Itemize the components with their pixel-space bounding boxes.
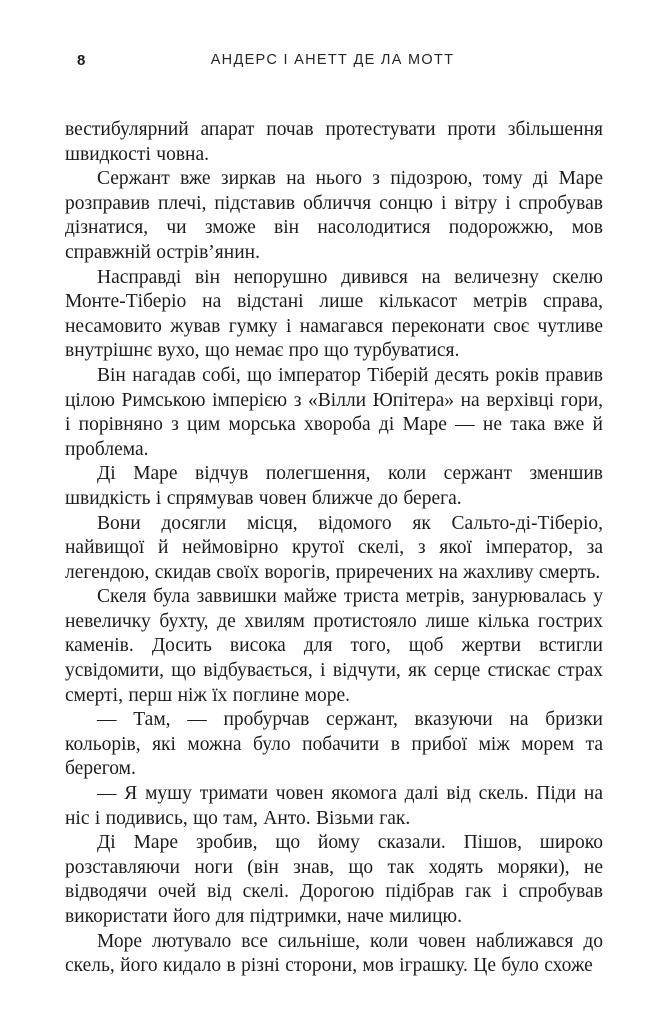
paragraph: Море лютувало все сильніше, коли човен наближався до скель, його кидало в різні сторони, мов іграшку. Це було схоже [65,930,603,977]
paragraph: Ді Маре зробив, що йому сказали. Пішов, широко розставляючи ноги (він знав, що так ходять моряки), не відводячи очей від скелі. Дорогою підібрав гак і спробував використати його для підтримки, наче милицю. [65,832,603,927]
paragraph: — Я мушу тримати човен якомога далі від скель. Піди на ніс і подивись, що там, Анто. Візьми гак. [65,783,603,829]
page-header [0,51,665,71]
page-number: 8 [77,52,86,69]
paragraph: — Там, — пробурчав сержант, вказуючи на бризки кольорів, які можна було побачити в прибої між морем та берегом. [65,709,603,780]
page-body [65,118,603,979]
paragraph: Вони досягли місця, відомого як Сальто-ді-Тіберіо, найвищої й неймовірно крутої скелі, з якої імператор, за легендою, скидав своїх ворогів, приречених на жахливу смерть. [65,512,603,583]
paragraph: Сержант вже зиркав на нього з підозрою, тому ді Маре розправив плечі, підставив обличчя сонцю і вітру і спробував дізнатися, чи зможе він насолодитися подорожжю, мов справжній острів’янин. [65,168,603,263]
paragraph: Він нагадав собі, що імператор Тіберій десять років правив цілою Римською імперією з «Вілли Юпітера» на верхівці гори, і порівняно з цим морська хвороба ді Маре — не така вже й проблема. [65,364,603,460]
running-head: АНДЕРС І АНЕТТ ДЕ ЛА МОТТ [210,52,455,68]
paragraph: Ді Маре відчув полегшення, коли сержант зменшив швидкість і спрямував човен ближче до берега. [65,463,603,509]
paragraph: Насправді він непорушно дивився на величезну скелю Монте-Тіберіо на відстані лише кількасот метрів справа, несамовито жував гумку і намагався переконати своє чутливе внутрішнє вухо, що немає про що турбуватися. [65,266,603,362]
paragraph: Скеля була заввишки майже триста метрів, занурювалась у невеличку бухту, де хвилям протистояло лише кілька гострих каменів. Досить висока для того, щоб жертви встигли усвідомити, що відбувається, і відчути, як серце стискає страх смерті, перш ніж їх поглине море. [65,586,603,706]
paragraph: вестибулярний апарат почав протестувати проти збільшення швидкості човна. [65,119,603,165]
